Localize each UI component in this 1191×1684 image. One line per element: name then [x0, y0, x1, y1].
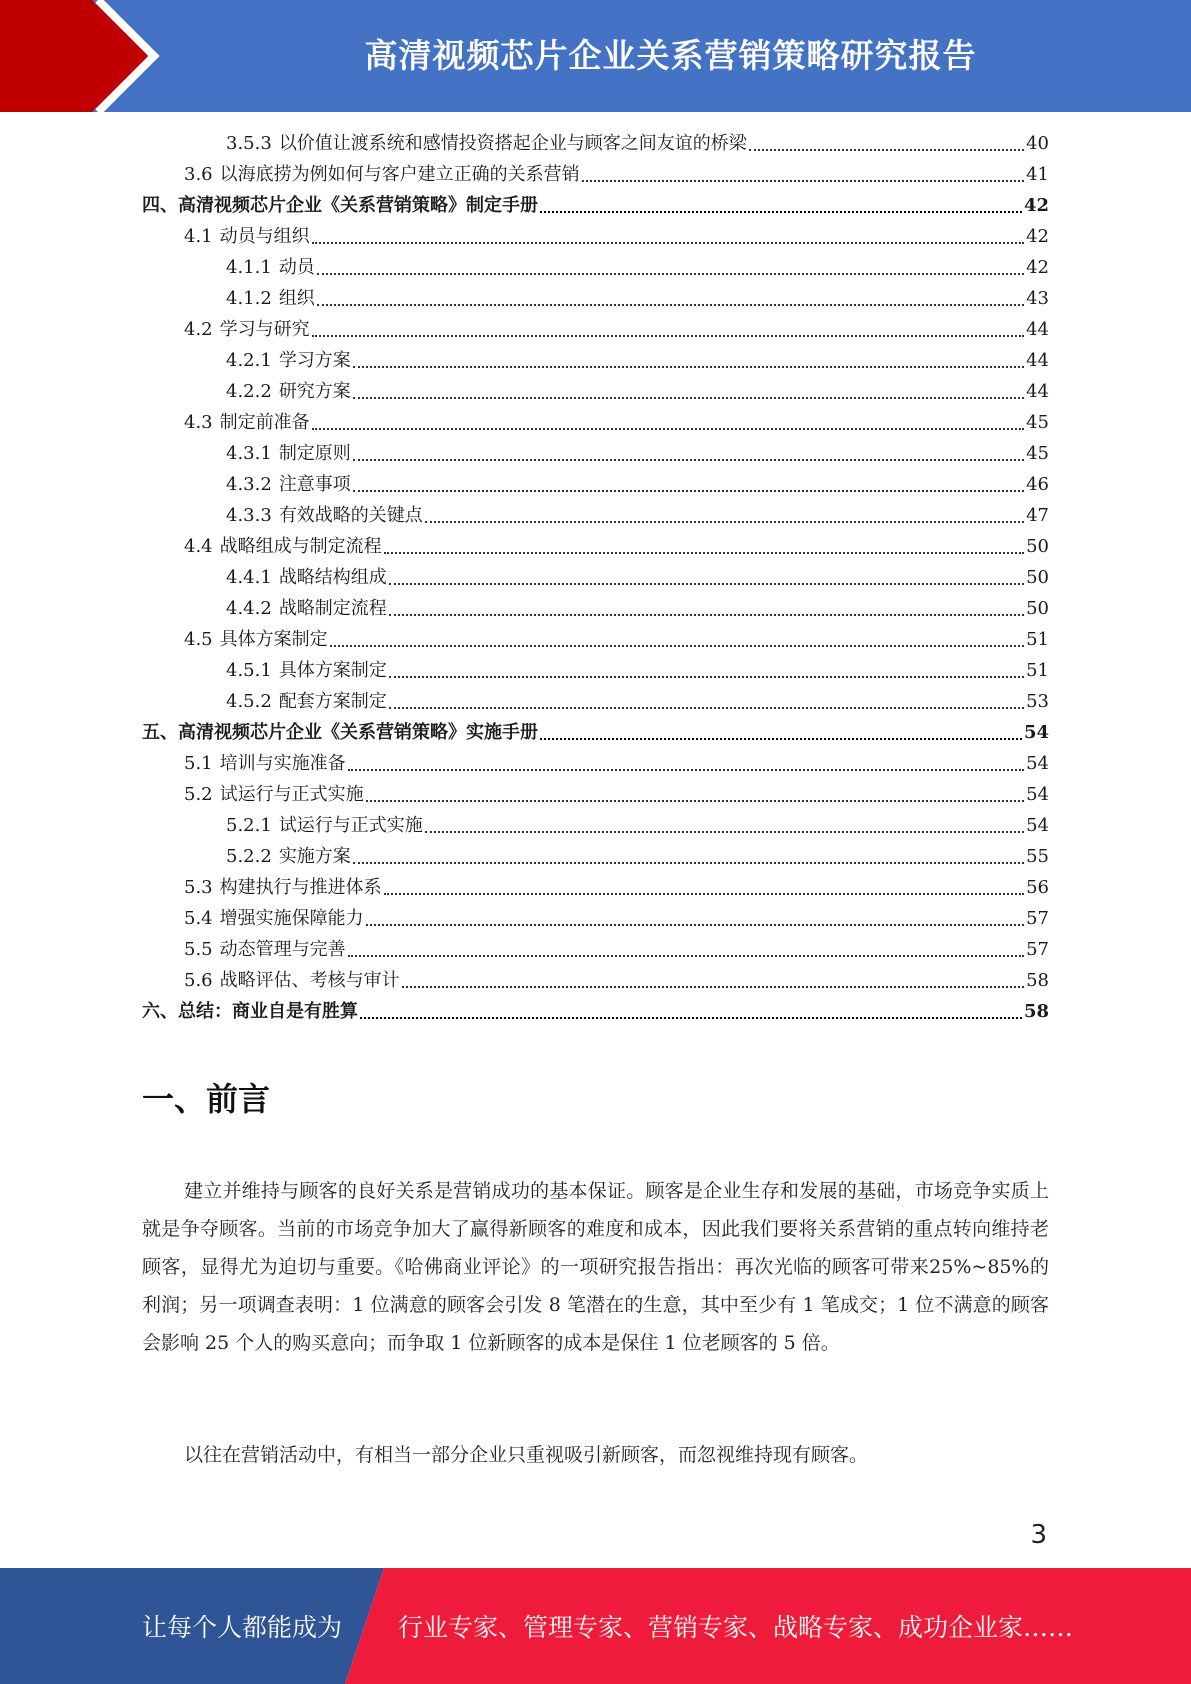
page-number: 3: [1030, 1520, 1047, 1550]
toc-entry-label: 动员与组织: [219, 226, 310, 247]
toc-entry[interactable]: [142, 407, 1049, 438]
toc-entry-number: 5.4: [184, 908, 213, 929]
toc-entry-page: 57: [1026, 908, 1049, 929]
toc-entry-label: 构建执行与推进体系: [219, 877, 382, 898]
toc-entry-number: 5.5: [184, 939, 213, 960]
toc-entry-page: 50: [1026, 567, 1049, 588]
toc-entry-label: 战略组成与制定流程: [219, 536, 382, 557]
toc-dot-leader: [366, 923, 1024, 926]
toc-entry-number: 4.1.1: [226, 257, 272, 278]
toc-entry-number: 4.4.2: [226, 598, 272, 619]
toc-entry[interactable]: [142, 128, 1049, 159]
toc-entry[interactable]: [142, 624, 1049, 655]
toc-entry[interactable]: [142, 345, 1049, 376]
toc-entry[interactable]: [142, 469, 1049, 500]
toc-entry-page: 57: [1026, 939, 1049, 960]
toc-entry-page: 54: [1026, 753, 1049, 774]
toc-entry-page: 54: [1023, 722, 1049, 743]
toc-entry-page: 42: [1026, 226, 1049, 247]
toc-entry-label: 学习与研究: [219, 319, 310, 340]
toc-dot-leader: [749, 148, 1024, 151]
toc-entry-label: 具体方案制定: [219, 629, 328, 650]
toc-entry-label: 五、高清视频芯片企业《关系营销策略》实施手册: [142, 722, 538, 743]
toc-dot-leader: [312, 241, 1024, 244]
page-header: [0, 0, 1191, 112]
toc-entry-number: 4.4.1: [226, 567, 272, 588]
paragraph: 建立并维持与顾客的良好关系是营销成功的基本保证。顾客是企业生存和发展的基础，市场竞争实质上就是争夺顾客。当前的市场竞争加大了赢得新顾客的难度和成本，因此我们要将关系营销的重点转向维持老顾客，显得尤为迫切与重要。《哈佛商业评论》的一项研究报告指出：再次光临的顾客可带来25%~85%的利润；另一项调查表明：1 位满意的顾客会引发 8 笔潜在的生意，其中至少有 1 笔成交；1 位不满意的顾客会影响 25 个人的购买意向；而争取 1 位新顾客的成本是保住 1 位老顾客的 5 倍。: [142, 1180, 1049, 1354]
toc-dot-leader: [582, 179, 1024, 182]
toc-entry[interactable]: [142, 841, 1049, 872]
toc-dot-leader: [425, 520, 1024, 523]
toc-entry[interactable]: [142, 965, 1049, 996]
toc-dot-leader: [389, 582, 1024, 585]
toc-dot-leader: [312, 334, 1024, 337]
toc-entry-label: 战略评估、考核与审计: [219, 970, 400, 991]
toc-entry-label: 增强实施保障能力: [219, 908, 364, 929]
toc-entry-label: 以价值让渡系统和感情投资搭起企业与顾客之间友谊的桥梁: [278, 133, 747, 154]
toc-entry-page: 42: [1026, 257, 1049, 278]
toc-entry-page: 56: [1026, 877, 1049, 898]
toc-entry[interactable]: [142, 748, 1049, 779]
paragraph: 以往在营销活动中，有相当一部分企业只重视吸引新顾客，而忽视维持现有顾客。: [184, 1444, 869, 1466]
toc-entry[interactable]: [142, 500, 1049, 531]
toc-entry-page: 46: [1026, 474, 1049, 495]
toc-entry-label: 有效战略的关键点: [278, 505, 423, 526]
toc-dot-leader: [353, 861, 1024, 864]
toc-entry-number: 4.3.3: [226, 505, 272, 526]
toc-dot-leader: [540, 737, 1022, 740]
toc-entry-page: 51: [1026, 629, 1049, 650]
toc-entry-label: 培训与实施准备: [219, 753, 346, 774]
toc-entry-number: 4.5.2: [226, 691, 272, 712]
toc-entry-page: 45: [1026, 412, 1049, 433]
toc-entry[interactable]: [142, 376, 1049, 407]
toc-entry-page: 44: [1026, 350, 1049, 371]
toc-dot-leader: [312, 427, 1024, 430]
toc-dot-leader: [389, 675, 1024, 678]
toc-entry-label: 动态管理与完善: [219, 939, 346, 960]
toc-entry-label: 四、高清视频芯片企业《关系营销策略》制定手册: [142, 195, 538, 216]
toc-entry-number: 4.1: [184, 226, 213, 247]
toc-entry-page: 55: [1026, 846, 1049, 867]
toc-entry-label: 制定前准备: [219, 412, 310, 433]
toc-entry[interactable]: [142, 159, 1049, 190]
toc-entry-page: 53: [1026, 691, 1049, 712]
toc-entry-label: 配套方案制定: [278, 691, 387, 712]
toc-entry-number: 5.3: [184, 877, 213, 898]
toc-entry[interactable]: [142, 686, 1049, 717]
toc-entry[interactable]: [142, 314, 1049, 345]
toc-entry-label: 战略制定流程: [278, 598, 387, 619]
toc-dot-leader: [353, 458, 1024, 461]
toc-dot-leader: [425, 830, 1024, 833]
toc-entry-number: 5.2: [184, 784, 213, 805]
toc-entry[interactable]: [142, 872, 1049, 903]
toc-dot-leader: [402, 985, 1024, 988]
footer-slogan-left: 让每个人都能成为: [142, 1613, 343, 1642]
toc-entry-label: 战略结构组成: [278, 567, 387, 588]
toc-dot-leader: [348, 954, 1024, 957]
toc-entry-number: 4.2: [184, 319, 213, 340]
toc-entry[interactable]: [142, 810, 1049, 841]
toc-dot-leader: [353, 396, 1024, 399]
toc-entry-label: 以海底捞为例如何与客户建立正确的关系营销: [219, 164, 580, 185]
toc-entry-number: 4.3: [184, 412, 213, 433]
toc-entry-page: 44: [1026, 381, 1049, 402]
toc-dot-leader: [348, 768, 1024, 771]
toc-dot-leader: [389, 613, 1024, 616]
toc-entry-page: 45: [1026, 443, 1049, 464]
toc-entry[interactable]: [142, 283, 1049, 314]
toc-entry-number: 4.2.2: [226, 381, 272, 402]
page-footer: [0, 1568, 1191, 1684]
toc-entry-page: 50: [1026, 598, 1049, 619]
toc-entry[interactable]: [142, 717, 1049, 748]
toc-entry-page: 47: [1026, 505, 1049, 526]
toc-entry-label: 制定原则: [278, 443, 351, 464]
toc-dot-leader: [353, 365, 1024, 368]
toc-entry-number: 4.5.1: [226, 660, 272, 681]
toc-dot-leader: [389, 706, 1024, 709]
toc-entry-number: 4.2.1: [226, 350, 272, 371]
toc-entry-label: 实施方案: [278, 846, 351, 867]
footer-slogan-right: 行业专家、管理专家、营销专家、战略专家、成功企业家……: [398, 1613, 1074, 1642]
toc-entry[interactable]: [142, 221, 1049, 252]
toc-entry[interactable]: [142, 655, 1049, 686]
toc-entry-label: 研究方案: [278, 381, 351, 402]
toc-entry-label: 六、总结：商业自是有胜算: [142, 1001, 358, 1022]
table-of-contents: [142, 128, 1049, 1027]
toc-entry-label: 组织: [278, 288, 315, 309]
toc-entry-number: 4.1.2: [226, 288, 272, 309]
toc-entry-label: 动员: [278, 257, 315, 278]
report-title: 高清视频芯片企业关系营销策略研究报告: [364, 35, 977, 75]
toc-dot-leader: [360, 1016, 1022, 1019]
toc-dot-leader: [317, 303, 1024, 306]
toc-entry-number: 3.5.3: [226, 133, 272, 154]
toc-entry-label: 学习方案: [278, 350, 351, 371]
toc-entry[interactable]: [142, 779, 1049, 810]
toc-dot-leader: [384, 551, 1024, 554]
toc-entry[interactable]: [142, 934, 1049, 965]
toc-entry[interactable]: [142, 438, 1049, 469]
toc-entry-label: 注意事项: [278, 474, 351, 495]
toc-entry-number: 5.1: [184, 753, 213, 774]
toc-entry[interactable]: [142, 531, 1049, 562]
toc-entry-number: 4.3.2: [226, 474, 272, 495]
section-heading: 一、前言: [142, 1080, 271, 1118]
toc-entry-label: 具体方案制定: [278, 660, 387, 681]
toc-entry-page: 58: [1026, 970, 1049, 991]
toc-dot-leader: [330, 644, 1024, 647]
toc-entry[interactable]: [142, 252, 1049, 283]
toc-entry-page: 54: [1026, 784, 1049, 805]
toc-entry[interactable]: [142, 190, 1049, 221]
toc-entry-page: 44: [1026, 319, 1049, 340]
toc-entry-page: 43: [1026, 288, 1049, 309]
toc-entry-page: 51: [1026, 660, 1049, 681]
toc-dot-leader: [384, 892, 1024, 895]
toc-entry-page: 40: [1026, 133, 1049, 154]
toc-dot-leader: [366, 799, 1024, 802]
toc-entry-label: 试运行与正式实施: [219, 784, 364, 805]
toc-entry[interactable]: [142, 593, 1049, 624]
toc-entry-page: 54: [1026, 815, 1049, 836]
toc-entry-number: 4.5: [184, 629, 213, 650]
toc-entry[interactable]: [142, 562, 1049, 593]
toc-entry[interactable]: [142, 903, 1049, 934]
toc-entry-page: 42: [1023, 195, 1049, 216]
toc-entry-number: 5.6: [184, 970, 213, 991]
toc-entry-page: 58: [1023, 1001, 1049, 1022]
toc-dot-leader: [540, 210, 1022, 213]
toc-entry-number: 3.6: [184, 164, 213, 185]
toc-entry-label: 试运行与正式实施: [278, 815, 423, 836]
toc-entry-number: 5.2.2: [226, 846, 272, 867]
toc-entry-number: 5.2.1: [226, 815, 272, 836]
toc-dot-leader: [353, 489, 1024, 492]
toc-entry[interactable]: [142, 996, 1049, 1027]
toc-entry-page: 41: [1026, 164, 1049, 185]
toc-entry-number: 4.3.1: [226, 443, 272, 464]
toc-entry-page: 50: [1026, 536, 1049, 557]
toc-dot-leader: [317, 272, 1024, 275]
toc-entry-number: 4.4: [184, 536, 213, 557]
